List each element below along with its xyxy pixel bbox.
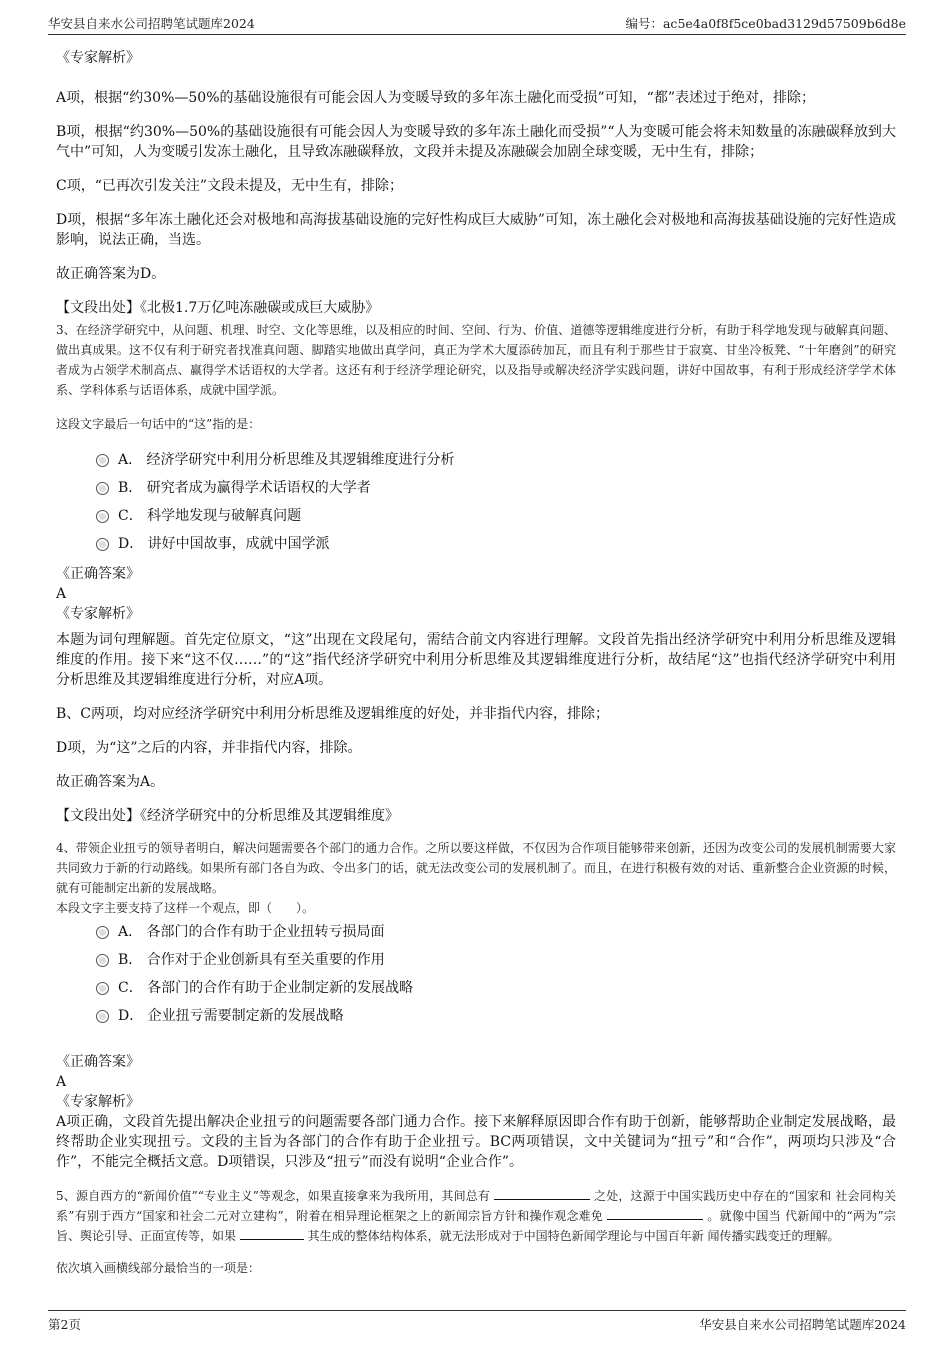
analysis-option-c: C项，“已再次引发关注”文段未提及，无中生有，排除；: [56, 178, 404, 194]
analysis-paragraph: A项正确，文段首先提出解决企业扭亏的问题需要各部门通力合作。接下来解释原因即合作有助于创新，能够帮助企业制定发展战略，最终帮助企业实现扭亏。文段的主旨为各部门的合作有助于企业扭亏。BC两项错误，文中关键词为“扭亏”和“合作”，两项均只涉及“合作”，不能完全概括文意。D项错误，只涉及“扭亏”而没有说明“企业合作”。: [56, 1114, 896, 1170]
correct-answer-label: 《正确答案》: [56, 566, 140, 582]
stem-text: 代新闻中的“两为”宗旨、舆论引导、正面宣传等，如果: [56, 1209, 896, 1243]
radio-circle-icon[interactable]: [96, 926, 109, 939]
page-number: 第2页: [48, 1317, 81, 1332]
analysis-option-b: B项，根据“约30%—50%的基础设施很有可能会因人为变暖导致的多年冻土融化而受损”“人为变暖可能会将未知数量的冻融碳释放到大气中”可知，人为变暖引发冻土融化，且导致冻融碳释放，文段并未提及冻融碳会加剧全球变暖，无中生有，排除；: [56, 124, 896, 160]
answer-conclusion: 故正确答案为A。: [56, 774, 165, 790]
analysis-paragraph: 本题为词句理解题。首先定位原文，“这”出现在文段尾句，需结合前文内容进行理解。文段首先指出经济学研究中利用分析思维及逻辑维度的作用。接下来“这不仅……”的“这”指代经济学研究中利用分析思维及其逻辑维度进行分析，故结尾“这”也指代经济学研究中利用分析思维及其逻辑维度进行分析，对应A项。: [56, 632, 896, 688]
option-c[interactable]: [56, 974, 896, 1002]
question-5-stem: [56, 1186, 896, 1246]
fill-blank-1[interactable]: [494, 1187, 590, 1200]
question-3-options: [56, 446, 896, 558]
question-4-options: [56, 918, 896, 1030]
question-4-stem: 4、带领企业扭亏的领导者明白，解决问题需要各个部门的通力合作。之所以要这样做，不仅因为合作项目能够带来创新，还因为改变公司的发展机制需要大家共同致力于新的行动路线。如果所有部门各自为政、令出多门的话，就无法改变公司的发展机制了。而且，在进行积极有效的对话、重新整合企业资源的时候，就有可能制定出新的发展战略。: [56, 841, 897, 895]
question-5-prompt: 依次填入画横线部分最恰当的一项是：: [56, 1261, 261, 1275]
stem-text: 其生成的整体结构体系，就无法形成对于中国特色新闻学理论与中国百年新: [307, 1229, 704, 1243]
analysis-label: 《专家解析》: [56, 1094, 140, 1110]
radio-circle-icon[interactable]: [96, 1010, 109, 1023]
correct-answer: A: [56, 1074, 67, 1090]
text-source: 【文段出处】《经济学研究中的分析思维及其逻辑维度》: [56, 808, 399, 824]
option-c[interactable]: [56, 502, 896, 530]
analysis-label: 《专家解析》: [56, 606, 140, 622]
footer-title: 华安县自来水公司招聘笔试题库2024: [699, 1317, 906, 1332]
radio-circle-icon[interactable]: [96, 538, 109, 551]
analysis-paragraph: B、C两项，均对应经济学研究中利用分析思维及逻辑维度的好处，并非指代内容，排除；: [56, 706, 609, 722]
header-title: 华安县自来水公司招聘笔试题库2024: [48, 16, 255, 31]
radio-circle-icon[interactable]: [96, 454, 109, 467]
analysis-label: 《专家解析》: [56, 50, 140, 66]
radio-circle-icon[interactable]: [96, 482, 109, 495]
fill-blank-2[interactable]: [607, 1207, 703, 1220]
answer-conclusion: 故正确答案为D。: [56, 266, 166, 282]
radio-circle-icon[interactable]: [96, 510, 109, 523]
stem-text: 之处，这源于中国实践历史中存在的“国家和: [594, 1189, 832, 1203]
option-label: C． 科学地发现与破解真问题: [118, 508, 302, 524]
option-label: B． 合作对于企业创新具有至关重要的作用: [118, 952, 385, 968]
stem-text: 。就像中国当: [707, 1209, 782, 1223]
analysis-option-d: D项，根据“多年冻土融化还会对极地和高海拔基础设施的完好性构成巨大威胁”可知，冻土融化会对极地和高海拔基础设施的完好性造成影响，说法正确，当选。: [56, 212, 896, 248]
question-3-stem: 3、在经济学研究中，从问题、机理、时空、文化等思维，以及相应的时间、空间、行为、价值、道德等逻辑维度进行分析，有助于科学地发现与破解真问题、做出真成果。这不仅有利于研究者找准真问题、脚踏实地做出真学问，真正为学术大厦添砖加瓦，而且有利于那些甘于寂寞、甘坐冷板凳、“十年磨剑”的研究者成为占领学术制高点、赢得学术话语权的大学者。这还有利于经济学理论研究，以及指导或解决经济学实践问题，讲好中国故事，有利于形成经济学学术体系、学科体系与话语体系，成就中国学派。: [56, 323, 896, 397]
analysis-option-a: A项，根据“约30%—50%的基础设施很有可能会因人为变暖导致的多年冻土融化而受损”可知，“都”表述过于绝对，排除；: [56, 90, 815, 106]
text-source: 【文段出处】《北极1.7万亿吨冻融碳或成巨大威胁》: [56, 300, 380, 316]
fill-blank-3[interactable]: [240, 1227, 304, 1240]
option-label: A． 各部门的合作有助于企业扭转亏损局面: [118, 924, 385, 940]
analysis-paragraph: D项，为“这”之后的内容，并非指代内容，排除。: [56, 740, 362, 756]
option-a[interactable]: [56, 446, 896, 474]
radio-circle-icon[interactable]: [96, 954, 109, 967]
page-footer: [48, 1310, 906, 1335]
option-d[interactable]: [56, 1002, 896, 1030]
question-4-prompt: 本段文字主要支持了这样一个观点，即（ ）。: [56, 901, 315, 915]
stem-text: 5、源自西方的“新闻价值”“专业主义”等观念，如果直接拿来为我所用，其间总有: [56, 1189, 491, 1203]
option-label: A． 经济学研究中利用分析思维及其逻辑维度进行分析: [118, 452, 455, 468]
page-content: [56, 40, 896, 1278]
stem-text: 闻传播实践变迁的理解。: [707, 1229, 840, 1243]
question-3-prompt: 这段文字最后一句话中的“这”指的是：: [56, 417, 261, 431]
option-label: B． 研究者成为赢得学术话语权的大学者: [118, 480, 371, 496]
correct-answer-label: 《正确答案》: [56, 1054, 140, 1070]
option-label: D． 讲好中国故事，成就中国学派: [118, 536, 330, 552]
option-label: D． 企业扭亏需要制定新的发展战略: [118, 1008, 344, 1024]
option-b[interactable]: [56, 474, 896, 502]
header-doc-code: 编号：ac5e4a0f8f5ce0bad3129d57509b6d8e: [625, 16, 906, 31]
page-header: [48, 12, 906, 35]
correct-answer: A: [56, 586, 67, 602]
stem-text: 社会同构关系”有别于西方“国家和社会二元对立建构”，附着在相异理论框架之上的新闻宗旨方针和操作观念难免: [56, 1189, 896, 1223]
radio-circle-icon[interactable]: [96, 982, 109, 995]
option-b[interactable]: [56, 946, 896, 974]
option-a[interactable]: [56, 918, 896, 946]
option-d[interactable]: [56, 530, 896, 558]
option-label: C． 各部门的合作有助于企业制定新的发展战略: [118, 980, 414, 996]
